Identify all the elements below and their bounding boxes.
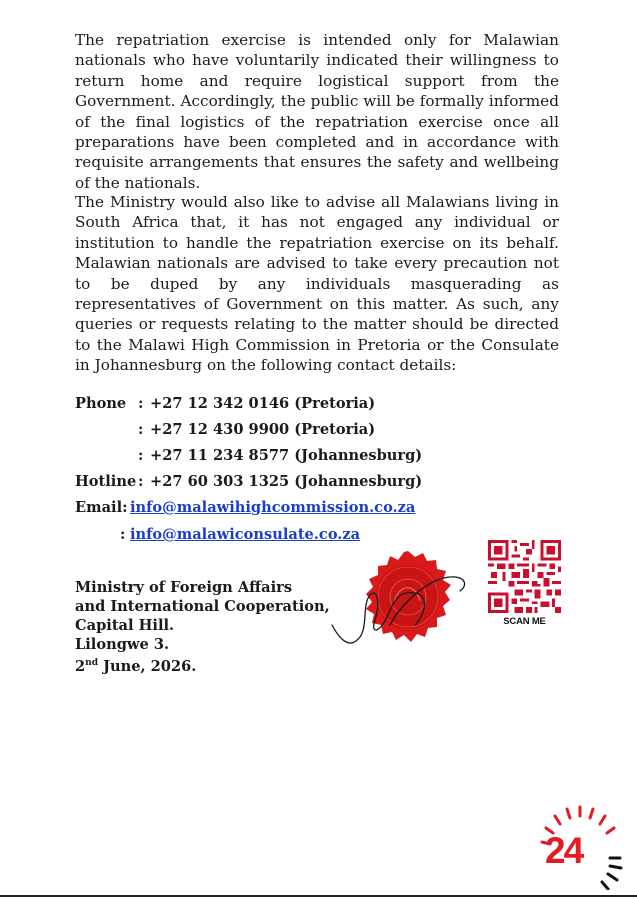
address-line: Lilongwe 3. xyxy=(75,636,170,653)
logo-number: 24 xyxy=(545,830,583,871)
bottom-divider xyxy=(0,895,637,897)
separator: : xyxy=(138,447,144,464)
date-rest: June, 2026. xyxy=(98,657,197,675)
phone-label: Phone xyxy=(75,395,127,412)
separator: : xyxy=(138,395,144,412)
hotline-number: +27 60 303 1325 (Johannesburg) xyxy=(150,473,423,490)
email-link-high-commission[interactable]: info@malawihighcommission.co.za xyxy=(130,499,416,516)
phone-number-1: +27 12 342 0146 (Pretoria) xyxy=(150,395,376,412)
date-line xyxy=(75,654,330,676)
address-line: Ministry of Foreign Affairs xyxy=(75,579,293,596)
address-line: and International Cooperation, xyxy=(75,598,330,615)
separator: : xyxy=(138,473,144,490)
email-label: Email: xyxy=(75,499,128,516)
paragraph-repatriation-scope: The repatriation exercise is intended only for Malawian nationals who have voluntarily indicated their willingness to return home and require logistical support from the Government. Accordingly, the public will be formally informed of the final logistics of the repatriation exercise once all preparations have been completed and in accordance with requisite arrangements that ensures the safety and wellbeing of the nationals. xyxy=(75,31,559,192)
official-seal-and-signature xyxy=(330,545,470,655)
hotline-label: Hotline xyxy=(75,473,137,490)
separator: : xyxy=(138,421,144,438)
ministry-address xyxy=(75,578,330,676)
phone-number-2: +27 12 430 9900 (Pretoria) xyxy=(150,421,376,438)
separator: : xyxy=(120,526,126,543)
date-suffix: nd xyxy=(85,658,98,668)
qr-caption: SCAN ME xyxy=(503,616,546,627)
phone-number-3: +27 11 234 8577 (Johannesburg) xyxy=(150,447,423,464)
paragraph-ministry-advisory: The Ministry would also like to advise all Malawians living in South Africa that, it has not engaged any individual or institution to handle the repatriation exercise on its behalf. Malawian nationals are advised to take every precaution not to be duped by any individuals masquerading as representatives of Government on this matter. As such, any queries or requests relating to the matter should be directed to the Malawi High Commission in Pretoria or the Consulate in Johannesburg on the following contact details: xyxy=(75,193,559,375)
date-day: 2 xyxy=(75,657,86,675)
email-link-consulate[interactable]: info@malawiconsulate.co.za xyxy=(130,526,361,543)
qr-code-icon[interactable] xyxy=(488,540,561,613)
address-line: Capital Hill. xyxy=(75,617,175,634)
